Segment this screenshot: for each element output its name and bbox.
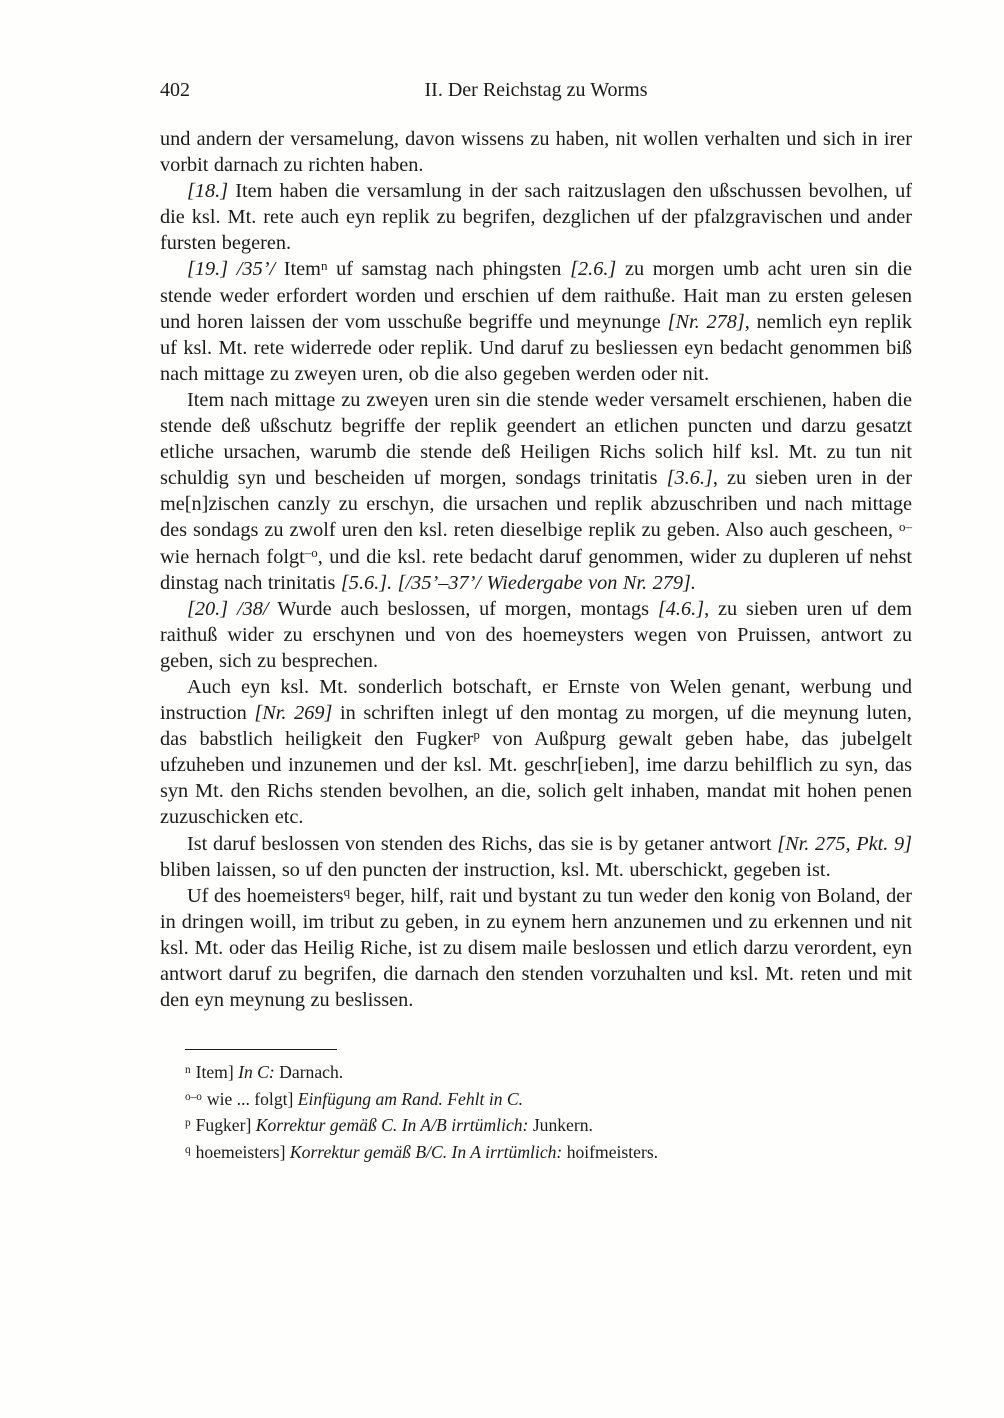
text-run: Item haben die versamlung in der sach raitzuslagen den ußschussen bevolhen, uf die ksl. Mt. rete auch eyn replik zu begrifen, dezglichen uf der pfalzgravischen und ander fursten begeren. — [160, 180, 912, 255]
text-run: Uf des hoemeisters — [187, 884, 344, 907]
paragraph — [160, 596, 912, 674]
footnote — [185, 1086, 912, 1113]
page-header — [160, 78, 912, 102]
text-run: Darnach. — [274, 1062, 344, 1083]
text-run: [4.6.] — [657, 597, 705, 620]
text-run: [20.] /38/ — [187, 597, 278, 620]
running-title: II. Der Reichstag zu Worms — [424, 79, 648, 101]
text-run: Korrektur gemäß C. In A/B irrtümlich: — [255, 1115, 529, 1136]
text-run: [3.6.] — [666, 467, 713, 490]
text-run: [18.] — [187, 180, 229, 203]
text-run: Item — [283, 258, 321, 281]
footnote-marker: –o — [304, 544, 318, 560]
text-run: beger, hilf, rait und bystant zu tun weder den konig von Boland, der in dringen woill, im tribut zu geben, in zu eynem hern anzunemen und zu erkennen und nit ksl. Mt. oder das Heilig Riche, ist zu disem maile beslossen und etlich darzu verordent, eyn antwort daruf zu begrifen, die darnach den stenden vorzuhalten und ksl. Mt. reten und mit den eyn meynung zu beslissen. — [160, 884, 912, 1012]
footnote-marker: p — [473, 727, 480, 743]
text-run: Junkern. — [528, 1115, 593, 1136]
text-run: , und die ksl. rete bedacht daruf genommen, wider zu dupleren uf nehst dinstag nach trinitatis — [160, 545, 912, 594]
text-run: Korrektur gemäß B/C. In A irrtümlich: — [289, 1141, 563, 1162]
text-run: wie hernach folgt — [160, 545, 305, 568]
paragraph — [160, 883, 912, 1013]
text-run: [5.6.]. [/35’–37’/ Wiedergabe von Nr. 279]. — [340, 571, 696, 594]
text-run: , zu sieben uren in der me[n]zischen canzly zu erschyn, die ursachen und replik abzuschriben und nach mittage des sondags zu zwolf uren den ksl. reten dieselbige replik zu geben. Also auch gescheen, — [160, 467, 912, 542]
text-run: [2.6.] — [570, 258, 617, 281]
text-run: hoemeisters] — [195, 1141, 290, 1162]
footnote-list — [185, 1059, 912, 1165]
text-run: in schriften inlegt uf den montag zu morgen, uf die meynung luten, das babstlich heiligkeit den Fugker — [160, 702, 912, 751]
footnote-rule — [185, 1049, 337, 1050]
text-run: , nemlich eyn replik uf ksl. Mt. rete widerrede oder replik. Und daruf zu besliessen eyn bedacht genommen biß nach mittage zu zweyen uren, ob die also gegeben werden oder nit. — [160, 310, 912, 385]
text-run: zu morgen umb acht uren sin die stende weder erfordert worden und erschien uf dem raithuße. Hait man zu ersten gelesen und horen laissen der vom usschuße begriffe und meynunge — [160, 258, 912, 333]
paragraph — [160, 831, 912, 883]
footnotes-section — [160, 1049, 912, 1165]
text-run: [Nr. 278] — [667, 310, 745, 333]
text-run: wie ... folgt] — [206, 1088, 298, 1109]
text-run: Wurde auch beslossen, uf morgen, montags — [277, 597, 658, 620]
footnote-marker: q — [185, 1143, 191, 1156]
text-run: , zu sieben uren uf dem raithuß wider zu erschynen und von des hoemeysters wegen von Pruissen, antwort zu geben, sich zu besprechen. — [160, 597, 912, 672]
text-run: uf samstag nach phingsten — [327, 258, 571, 281]
text-run: von Außpurg gewalt geben habe, das jubelgelt ufzuheben und inzunemen und der ksl. Mt. geschr[ieben], ime darzu behilflich zu syn, das syn Mt. den Richs stenden bevolhen, an die, solich gelt inhaben, mandat mit hohen penen zuzuschicken etc. — [160, 728, 912, 829]
paragraph — [160, 674, 912, 831]
paragraph — [160, 126, 912, 178]
text-run: In C: — [238, 1062, 275, 1083]
footnote — [185, 1139, 912, 1166]
text-run: Item] — [195, 1062, 239, 1083]
footnote-marker: n — [320, 257, 328, 273]
text-run: bliben laissen, so uf den puncten der instruction, ksl. Mt. uberschickt, gegeben ist. — [160, 858, 831, 881]
text-run: [19.] /35’/ — [187, 258, 284, 281]
footnote — [185, 1059, 912, 1086]
text-block — [160, 78, 912, 1165]
text-run: und andern der versamelung, davon wissens zu haben, nit wollen verhalten und sich in irer vorbit darnach zu richten haben. — [160, 128, 912, 177]
text-run: Auch eyn ksl. Mt. sonderlich botschaft, er Ernste von Welen genant, werbung und instruction — [160, 675, 912, 725]
footnote-marker: q — [343, 883, 351, 899]
text-run: Item nach mittage zu zweyen uren sin die stende weder versamelt erschienen, haben die stende deß ußschutz begriffe der replik geendert an etlichen puncten und darzu gesatzt etliche ursachen, warumb die stende deß Heiligen Richs solich hilf ksl. Mt. zu tun nit schuldig syn und bescheiden uf morgen, sondags trinitatis — [160, 388, 912, 490]
text-run: Einfügung am Rand. Fehlt in C. — [297, 1088, 524, 1109]
text-run: [Nr. 269] — [254, 702, 333, 725]
footnote-marker: n — [185, 1064, 191, 1077]
footnote-marker: o– — [899, 518, 912, 534]
footnote-marker: o–o — [185, 1090, 202, 1103]
paragraph — [160, 256, 912, 386]
footnote-marker: p — [185, 1117, 191, 1130]
page-number: 402 — [160, 79, 190, 101]
text-run: [Nr. 275, Pkt. 9] — [777, 832, 913, 855]
text-run: Fugker] — [195, 1115, 256, 1136]
body-text — [160, 126, 912, 1013]
text-run: Ist daruf beslossen von stenden des Richs, das sie is by getaner antwort — [187, 832, 778, 855]
text-run: hoifmeisters. — [562, 1141, 659, 1162]
paragraph — [160, 387, 912, 596]
paragraph — [160, 178, 912, 256]
footnote — [185, 1112, 912, 1139]
